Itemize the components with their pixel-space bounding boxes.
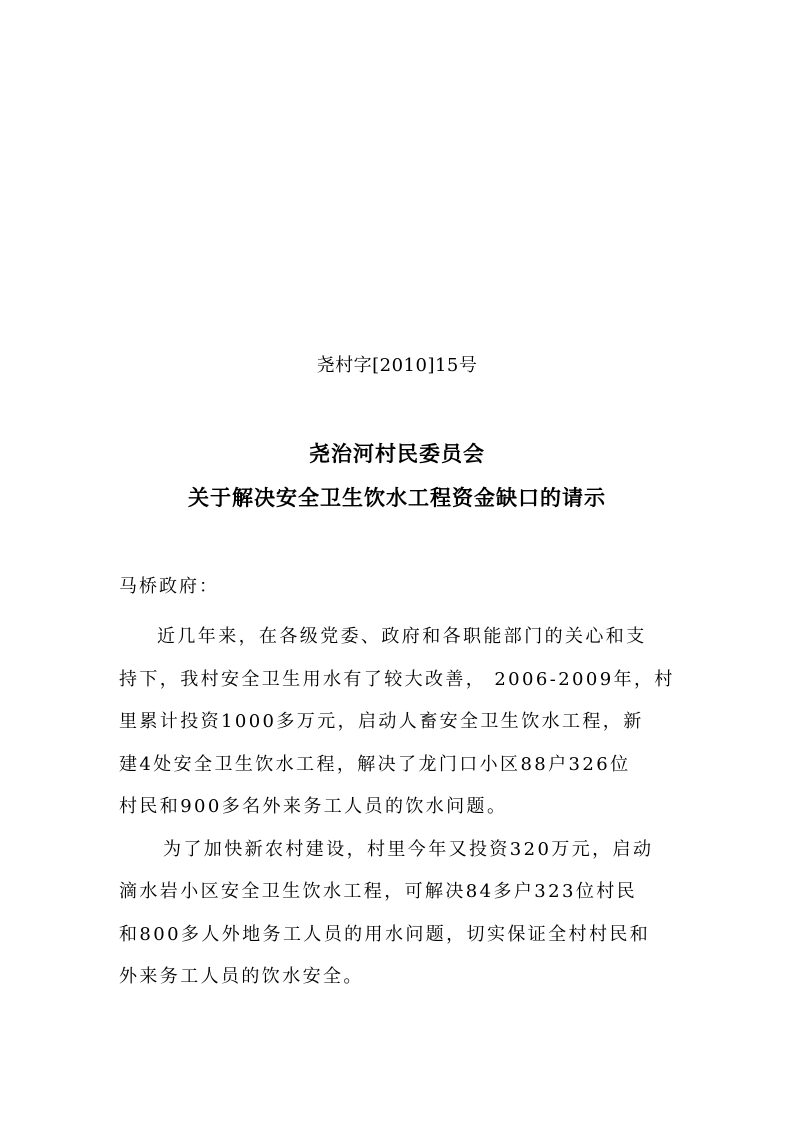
title-line-subject: 关于解决安全卫生饮水工程资金缺口的请示: [188, 486, 606, 510]
document-number: 尧村字[2010]15号: [316, 355, 478, 376]
paragraph-line: 建4处安全卫生饮水工程，解决了龙门口小区88户326位: [119, 753, 631, 775]
paragraph-line: 为了加快新农村建设，村里今年又投资320万元，启动: [163, 838, 654, 860]
paragraph-2: [119, 829, 681, 999]
salutation: 马桥政府：: [119, 576, 219, 597]
title-line-organization: 尧治河村民委员会: [309, 442, 485, 466]
paragraph-line: 近几年来，在各级党委、政府和各职能部门的关心和支: [157, 626, 647, 647]
document-title: [0, 436, 794, 524]
paragraph-line: 里累计投资1000多万元，启动人畜安全卫生饮水工程，新: [119, 711, 644, 732]
paragraph-1: [119, 616, 681, 829]
paragraph-line: 外来务工人员的饮水安全。: [119, 966, 364, 987]
paragraph-line: 滴水岩小区安全卫生饮水工程，可解决84多户323位村民: [119, 881, 638, 902]
document-body: [119, 616, 681, 999]
paragraph-line: 持下，我村安全卫生用水有了较大改善， 2006-2009年，村: [119, 668, 675, 690]
paragraph-line: 村民和900多名外来务工人员的饮水问题。: [119, 796, 508, 817]
paragraph-line: 和800多人外地务工人员的用水问题，切实保证全村村民和: [119, 923, 651, 945]
